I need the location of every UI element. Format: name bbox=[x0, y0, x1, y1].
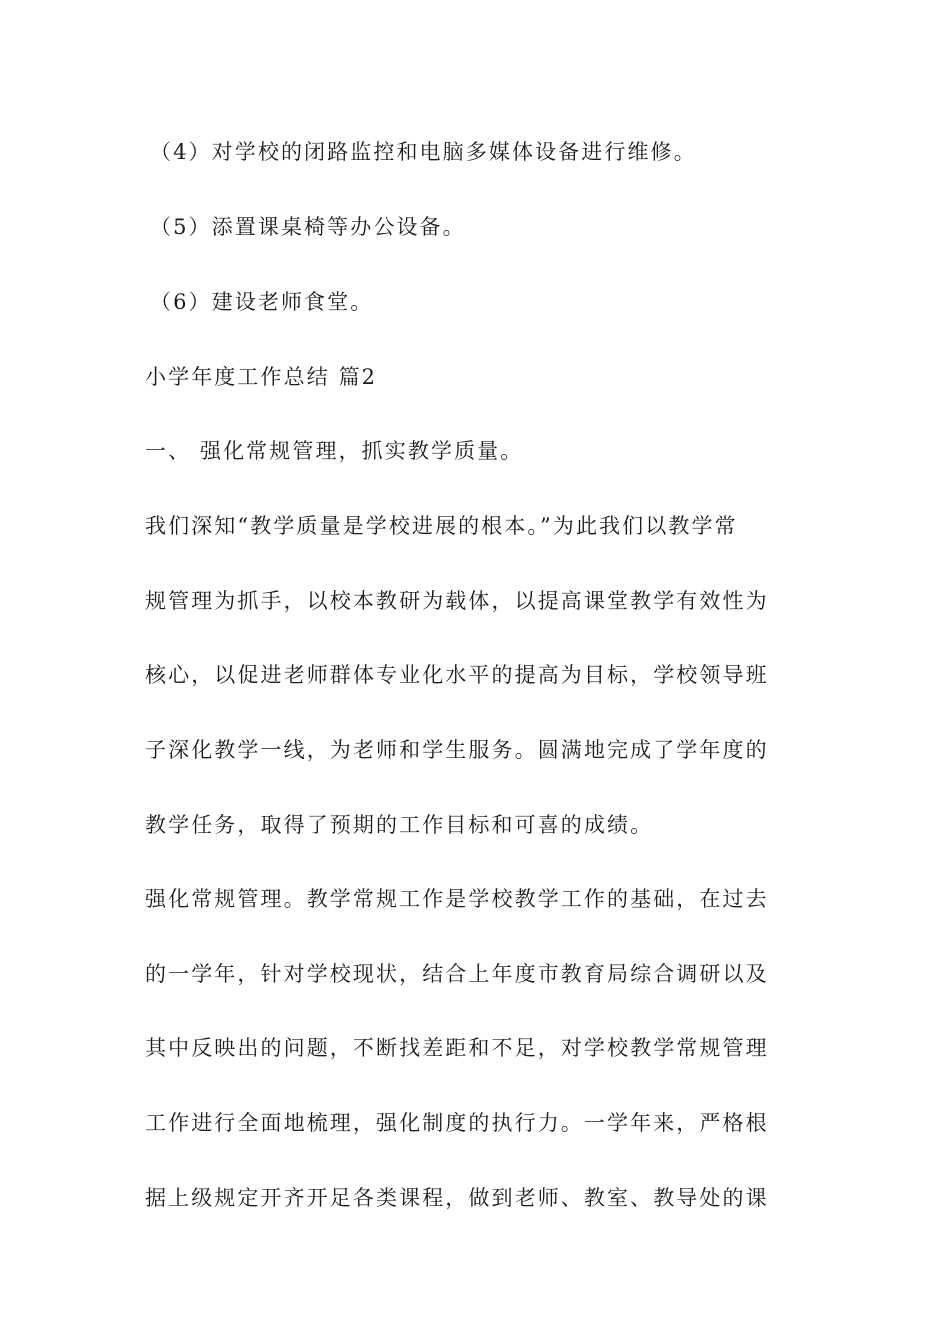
section-heading: 小学年度工作总结 篇2 bbox=[145, 365, 378, 389]
paragraph-line: 的一学年，针对学校现状，结合上年度市教育局综合调研以及 bbox=[145, 962, 769, 986]
paragraph-line: 强化常规管理。教学常规工作是学校教学工作的基础，在过去 bbox=[145, 887, 769, 911]
list-item: （6）建设老师食堂。 bbox=[150, 290, 374, 314]
paragraph-line: 规管理为抓手，以校本教研为载体，以提高课堂教学有效性为 bbox=[145, 589, 769, 613]
list-item: （4）对学校的闭路监控和电脑多媒体设备进行维修。 bbox=[150, 140, 697, 164]
paragraph-line: 我们深知“教学质量是学校进展的根本。”为此我们以教学常 bbox=[145, 514, 738, 538]
list-item: （5）添置课桌椅等办公设备。 bbox=[150, 215, 466, 239]
paragraph-line: 教学任务，取得了预期的工作目标和可喜的成绩。 bbox=[145, 813, 654, 837]
paragraph-line: 工作进行全面地梳理，强化制度的执行力。一学年来，严格根 bbox=[145, 1111, 769, 1135]
paragraph-line: 子深化教学一线，为老师和学生服务。圆满地完成了学年度的 bbox=[145, 738, 769, 762]
subheading: 一、 强化常规管理，抓实教学质量。 bbox=[145, 439, 524, 463]
paragraph-line: 据上级规定开齐开足各类课程，做到老师、教室、教导处的课 bbox=[145, 1186, 769, 1210]
paragraph-line: 其中反映出的问题，不断找差距和不足，对学校教学常规管理 bbox=[145, 1036, 769, 1060]
paragraph-line: 核心，以促进老师群体专业化水平的提高为目标，学校领导班 bbox=[145, 663, 769, 687]
